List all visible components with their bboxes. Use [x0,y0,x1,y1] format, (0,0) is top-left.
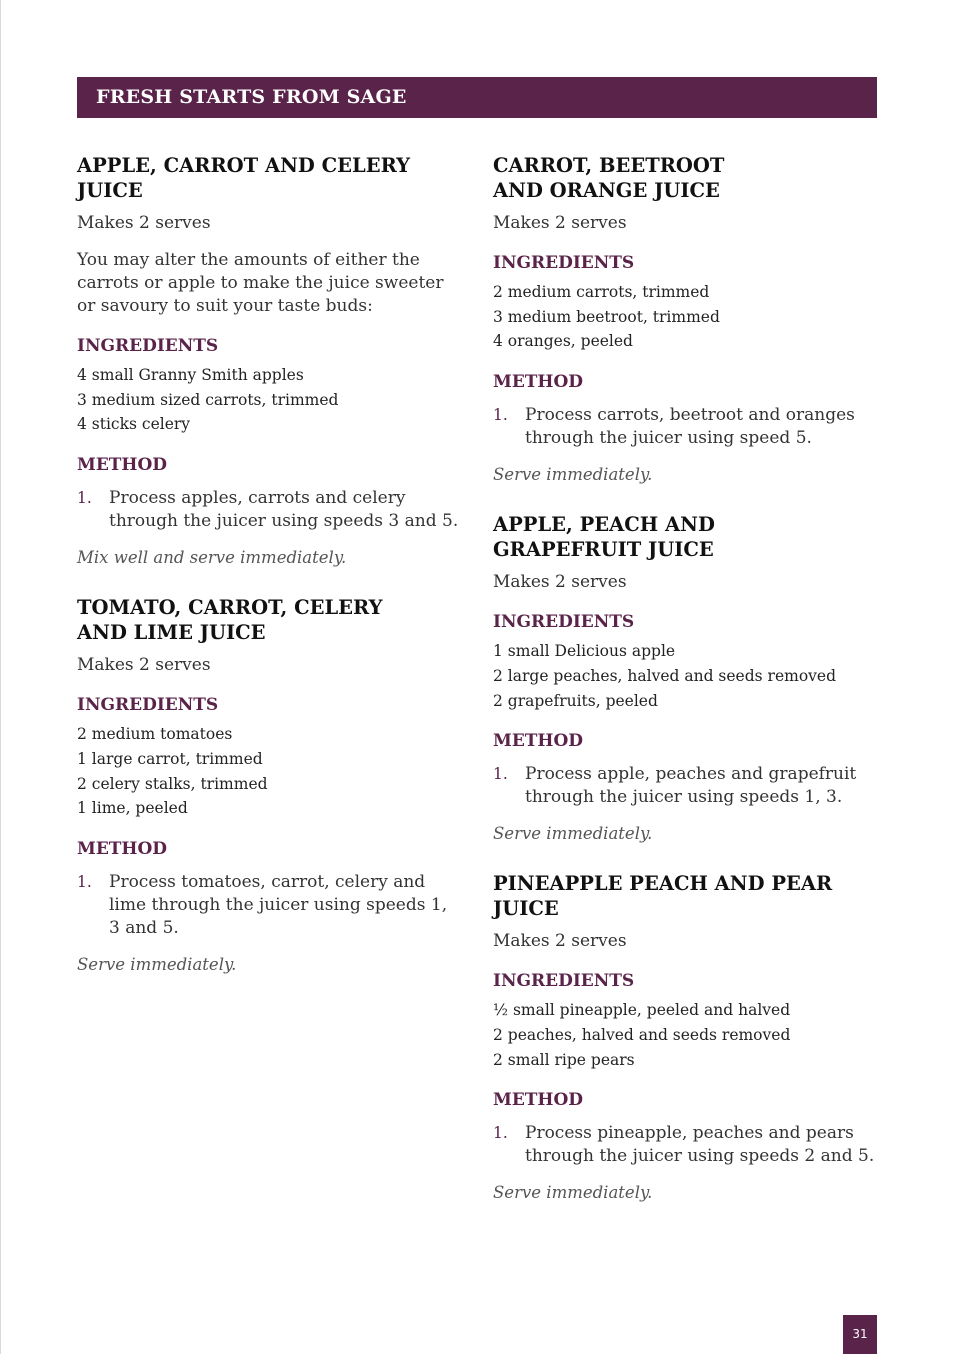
ingredients-list [493,280,877,354]
ingredient-item: 2 medium tomatoes [77,725,233,744]
recipe-carrot-beetroot-orange [493,153,877,486]
method-heading: METHOD [493,731,584,752]
ingredient-item: 3 medium sized carrots, trimmed [77,390,339,409]
method-step-text: Process apples, carrots and celery through the juicer using speeds 3 and 5. [109,488,459,532]
page-number-badge [843,1315,877,1354]
method-step-text: Process carrots, beetroot and oranges through the juicer using speed 5. [525,405,855,449]
method-step-text: Process apple, peaches and grapefruit through the juicer using speeds 1, 3. [525,764,857,808]
ingredients-list [77,722,461,821]
recipe-title: CARROT, BEETROOT AND ORANGE JUICE [493,154,725,202]
recipe-title: PINEAPPLE PEACH AND PEAR JUICE [493,872,833,921]
ingredient-item: 2 large peaches, halved and seeds removed [493,666,836,685]
page-number: 31 [852,1327,868,1341]
method-step-number: 1. [493,765,508,784]
ingredients-heading: INGREDIENTS [77,695,219,716]
right-column [493,153,877,1230]
ingredient-item: 3 medium beetroot, trimmed [493,307,720,326]
method-step [493,404,877,450]
recipe-title: APPLE, PEACH AND GRAPEFRUIT JUICE [493,513,715,562]
header-title: FRESH STARTS FROM SAGE [96,86,407,108]
ingredients-list [493,998,877,1072]
method-heading: METHOD [77,455,168,476]
ingredients-heading: INGREDIENTS [493,971,635,992]
recipe-apple-peach-grapefruit [493,512,877,845]
ingredient-item: 2 small ripe pears [493,1050,635,1069]
ingredient-item: 4 sticks celery [77,415,191,434]
serving-note: Serve immediately. [493,465,653,485]
ingredients-list [493,639,877,713]
recipe-serves: Makes 2 serves [493,213,627,233]
ingredient-item: 1 large carrot, trimmed [77,749,263,768]
page-header [77,77,877,118]
ingredient-item: 1 small Delicious apple [493,642,676,661]
ingredient-item: ½ small pineapple, peeled and halved [493,1001,791,1020]
ingredient-item: 4 small Granny Smith apples [77,366,304,384]
ingredients-heading: INGREDIENTS [77,336,219,356]
ingredient-item: 2 peaches, halved and seeds removed [493,1025,791,1044]
method-step-number: 1. [77,872,92,891]
serving-note: Serve immediately. [493,1183,653,1203]
recipe-pineapple-peach-pear [493,871,877,1204]
method-step [493,1122,877,1168]
recipe-title: TOMATO, CARROT, CELERY AND LIME JUICE [77,596,383,645]
method-step-number: 1. [493,1124,508,1143]
recipe-serves: Makes 2 serves [493,572,627,593]
method-step [493,763,877,809]
serving-note: Serve immediately. [493,824,653,844]
method-step-number: 1. [77,489,92,508]
method-heading: METHOD [493,372,584,393]
ingredient-item: 4 oranges, peeled [493,332,633,351]
page-edge [0,0,1,1354]
ingredient-item: 1 lime, peeled [77,799,188,818]
recipe-apple-carrot-celery [77,153,461,569]
method-heading: METHOD [77,838,168,859]
ingredient-item: 2 medium carrots, trimmed [493,283,710,301]
ingredients-list [77,363,461,437]
serving-note: Serve immediately. [77,954,237,974]
left-column [77,153,461,1002]
method-step-number: 1. [493,406,508,425]
recipe-title: APPLE, CARROT AND CELERY JUICE [77,154,411,202]
ingredient-item: 2 celery stalks, trimmed [77,774,268,793]
method-step-text: Process tomatoes, carrot, celery and lime through the juicer using speeds 1, 3 and 5. [109,871,448,938]
recipe-serves: Makes 2 serves [77,655,211,676]
recipe-intro: You may alter the amounts of either the carrots or apple to make the juice sweeter or savoury to suit your taste buds: [77,250,444,316]
ingredients-heading: INGREDIENTS [493,253,635,273]
method-heading: METHOD [493,1090,584,1111]
method-step-text: Process pineapple, peaches and pears through the juicer using speeds 2 and 5. [525,1123,875,1167]
method-step [77,871,461,940]
recipe-tomato-carrot-celery-lime [77,595,461,976]
method-step [77,487,461,533]
ingredients-heading: INGREDIENTS [493,612,635,633]
recipe-serves: Makes 2 serves [77,213,211,233]
ingredient-item: 2 grapefruits, peeled [493,691,658,710]
serving-note: Mix well and serve immediately. [77,548,347,568]
recipe-serves: Makes 2 serves [493,931,627,952]
